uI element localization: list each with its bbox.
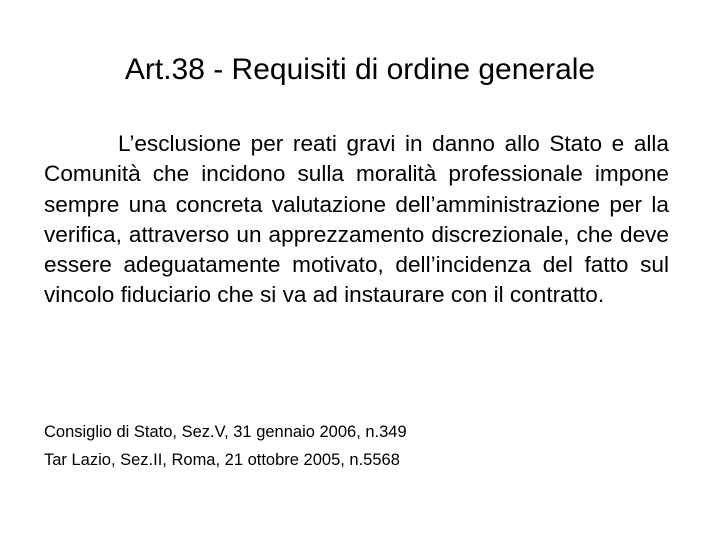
- slide-title: Art.38 - Requisiti di ordine generale: [124, 53, 596, 86]
- body-paragraph: L’esclusione per reati gravi in danno allo Stato e alla Comunità che incidono sulla moralità professionale impone sempre una concreta valutazione dell’amministrazione per la verifica, attraverso un apprezzamento discrezionale, che deve essere adeguatamente motivato, dell’incidenza del fatto sul vincolo fiduciario che si va ad instaurare con il contratto.: [44, 131, 669, 308]
- citations-list: [44, 418, 684, 474]
- citation-tar-lazio: Tar Lazio, Sez.II, Roma, 21 ottobre 2005, n.5568: [44, 451, 400, 469]
- citation-consiglio-di-stato: Consiglio di Stato, Sez.V, 31 gennaio 2006, n.349: [44, 423, 407, 441]
